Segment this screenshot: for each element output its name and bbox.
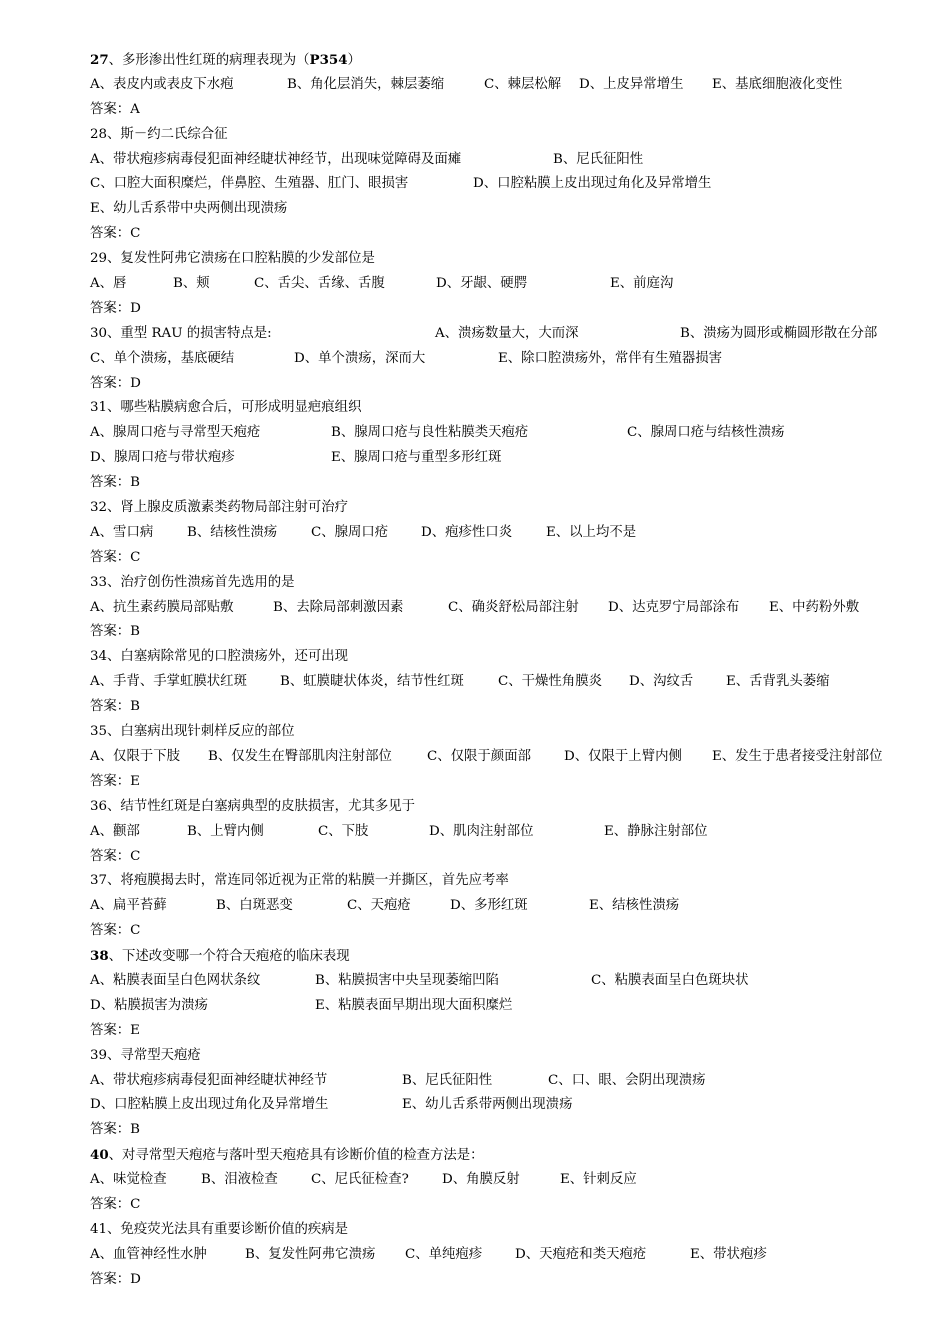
- option-c: C、腺周口疮: [311, 524, 389, 540]
- options-row: [90, 1093, 920, 1118]
- options-row: [90, 347, 920, 372]
- question-number: 31: [90, 400, 108, 416]
- options-row: [90, 446, 920, 471]
- option-e: E、针刺反应: [560, 1172, 637, 1188]
- question-stem: [90, 496, 920, 521]
- option-a: A、带状疱疹病毒侵犯面神经睫状神经节，出现味觉障碍及面瘫: [90, 151, 462, 167]
- question-number: 41: [90, 1221, 108, 1237]
- option-d: D、单个溃疡，深而大: [294, 350, 426, 366]
- option-b: B、去除局部刺激因素: [273, 599, 404, 615]
- options-row: [90, 73, 920, 98]
- answer: 答案：D: [90, 375, 141, 391]
- option-b: B、粘膜损害中央呈现萎缩凹陷: [315, 972, 499, 988]
- answer: 答案：B: [90, 1122, 141, 1138]
- options-row: [90, 148, 920, 173]
- question-stem: [90, 795, 920, 820]
- option-c: C、舌尖、舌缘、舌腹: [254, 276, 385, 292]
- option-b: B、尼氏征阳性: [553, 151, 644, 167]
- answer: 答案：E: [90, 1022, 140, 1038]
- option-a: A、溃疡数量大，大而深: [435, 325, 579, 341]
- question-text: 、白塞病出现针刺样反应的部位: [107, 724, 295, 740]
- option-b: B、尼氏征阳性: [402, 1072, 493, 1088]
- question-text: 、重型 RAU 的损害特点是:: [107, 325, 272, 341]
- option-c: C、单纯疱疹: [405, 1246, 483, 1262]
- option-b: B、角化层消失，棘层萎缩: [287, 76, 445, 92]
- option-a: A、仅限于下肢: [90, 748, 181, 764]
- option-b: B、颊: [173, 276, 210, 292]
- option-e: E、静脉注射部位: [604, 823, 708, 839]
- answer: 答案：A: [90, 101, 140, 117]
- option-b: B、上臂内侧: [187, 823, 264, 839]
- question-text: 、复发性阿弗它溃疡在口腔粘膜的少发部位是: [107, 251, 375, 267]
- option-e: E、幼儿舌系带两侧出现溃疡: [402, 1097, 573, 1113]
- question-text: 、免疫荧光法具有重要诊断价值的疾病是: [107, 1221, 349, 1237]
- options-row: [90, 820, 920, 845]
- option-d: D、疱疹性口炎: [421, 524, 513, 540]
- options-row: [90, 969, 920, 994]
- option-d: D、牙龈、硬腭: [436, 276, 528, 292]
- option-d: D、上皮异常增生: [579, 76, 684, 92]
- question-number: 37: [90, 873, 108, 889]
- question-stem: [90, 247, 920, 272]
- question-stem-text: [90, 322, 272, 347]
- option-c: C、腺周口疮与结核性溃疡: [627, 425, 785, 441]
- option-a: A、扁平苔藓: [90, 898, 167, 914]
- option-c: C、干燥性角膜炎: [498, 674, 602, 690]
- options-row: [90, 521, 920, 546]
- question-stem: [90, 869, 920, 894]
- option-d: D、口腔粘膜上皮出现过角化及异常增生: [473, 176, 712, 192]
- option-c: C、口腔大面积糜烂，伴鼻腔、生殖器、肛门、眼损害: [90, 176, 409, 192]
- answer: 答案：B: [90, 624, 141, 640]
- options-row: [90, 670, 920, 695]
- question-stem: [90, 645, 920, 670]
- option-a: A、粘膜表面呈白色网状条纹: [90, 972, 261, 988]
- option-e: E、前庭沟: [610, 276, 674, 292]
- question-number: 27: [90, 52, 109, 68]
- question-text: 、斯－约二氏综合征: [107, 126, 228, 142]
- answer: 答案：B: [90, 699, 141, 715]
- option-c: C、单个溃疡，基底硬结: [90, 350, 235, 366]
- options-row: [90, 272, 920, 297]
- answer: 答案：C: [90, 923, 141, 939]
- question-stem: [90, 720, 920, 745]
- question-number: 40: [90, 1147, 109, 1164]
- question-text: 、寻常型天疱疮: [107, 1047, 201, 1063]
- answer: 答案：B: [90, 475, 141, 491]
- question-text: 、下述改变哪一个符合天疱疮的临床表现: [108, 949, 350, 965]
- answer: 答案：D: [90, 1271, 141, 1287]
- options-row: [90, 745, 920, 770]
- question-text: 、将疱膜揭去时，常连同邻近视为正常的粘膜一并撕区，首先应考率: [107, 873, 509, 889]
- answer: 答案：C: [90, 1196, 141, 1212]
- question-stem: [90, 1044, 920, 1069]
- option-a: A、手背、手掌虹膜状红斑: [90, 674, 247, 690]
- answer: 答案：C: [90, 848, 141, 864]
- question-stem: [90, 571, 920, 596]
- question-text: 、结节性红斑是白塞病典型的皮肤损害，尤其多见于: [107, 798, 416, 814]
- option-a: A、带状疱疹病毒侵犯面神经睫状神经节: [90, 1072, 328, 1088]
- option-b: B、溃疡为圆形或椭圆形散在分部: [680, 325, 878, 341]
- option-a: A、血管神经性水肿: [90, 1246, 207, 1262]
- question-text: 、白塞病除常见的口腔溃疡外，还可出现: [107, 649, 349, 665]
- option-b: B、白斑恶变: [216, 898, 293, 914]
- answer: 答案：E: [90, 773, 140, 789]
- question-number: 29: [90, 251, 108, 267]
- question-text-end: ）: [347, 53, 361, 68]
- question-number: 28: [90, 126, 108, 142]
- options-row: [90, 596, 920, 621]
- question-stem: [90, 944, 920, 969]
- option-d: D、口腔粘膜上皮出现过角化及异常增生: [90, 1097, 329, 1113]
- question-number: 30: [90, 325, 108, 341]
- option-a: A、味觉检查: [90, 1172, 167, 1188]
- option-d: D、达克罗宁局部涂布: [608, 599, 740, 615]
- option-a: A、颧部: [90, 823, 140, 839]
- question-stem: [90, 322, 920, 347]
- option-c: C、棘层松解: [484, 76, 562, 92]
- document-page: [90, 48, 920, 1293]
- option-d: D、角膜反射: [442, 1172, 520, 1188]
- question-text: 、治疗创伤性溃疡首先选用的是: [107, 574, 295, 590]
- option-e: E、粘膜表面早期出现大面积糜烂: [315, 997, 513, 1013]
- question-stem: [90, 1218, 920, 1243]
- option-e: E、以上均不是: [546, 524, 637, 540]
- question-number: 35: [90, 724, 108, 740]
- options-row: [90, 994, 920, 1019]
- option-d: D、粘膜损害为溃疡: [90, 997, 208, 1013]
- option-d: D、仅限于上臂内侧: [564, 748, 682, 764]
- option-a: A、表皮内或表皮下水疱: [90, 76, 234, 92]
- question-number: 39: [90, 1047, 108, 1063]
- question-stem: [90, 123, 920, 148]
- options-row: [90, 1069, 920, 1094]
- option-e: E、发生于患者接受注射部位: [712, 748, 883, 764]
- option-e: E、结核性溃疡: [589, 898, 680, 914]
- question-text: 、多形渗出性红斑的病理表现为（: [108, 53, 310, 68]
- option-e: E、基底细胞液化变性: [712, 76, 843, 92]
- option-c: C、天疱疮: [347, 898, 411, 914]
- option-e: E、带状疱疹: [690, 1246, 767, 1262]
- option-e: E、除口腔溃疡外，常伴有生殖器损害: [498, 350, 723, 366]
- question-text: 、对寻常型天疱疮与落叶型天疱疮具有诊断价值的检查方法是：: [108, 1148, 484, 1164]
- option-d: D、肌肉注射部位: [429, 823, 534, 839]
- answer: 答案：C: [90, 549, 141, 565]
- option-e: E、中药粉外敷: [769, 599, 860, 615]
- answer: 答案：C: [90, 226, 141, 242]
- option-a: A、唇: [90, 276, 127, 292]
- option-c: C、粘膜表面呈白色斑块状: [591, 972, 749, 988]
- option-c: C、口、眼、会阴出现溃疡: [548, 1072, 706, 1088]
- option-a: A、腺周口疮与寻常型天疱疮: [90, 425, 261, 441]
- question-number: 32: [90, 500, 108, 516]
- options-row: [90, 197, 920, 222]
- option-b: B、结核性溃疡: [187, 524, 278, 540]
- option-c: C、下肢: [318, 823, 369, 839]
- option-e: E、舌背乳头萎缩: [726, 674, 830, 690]
- option-a: A、雪口病: [90, 524, 154, 540]
- option-d: D、沟纹舌: [629, 674, 694, 690]
- options-row: [90, 894, 920, 919]
- options-row: [90, 1168, 920, 1193]
- question-stem: [90, 396, 920, 421]
- option-b: B、虹膜睫状体炎，结节性红斑: [280, 674, 464, 690]
- option-b: B、腺周口疮与良性粘膜类天疱疮: [331, 425, 529, 441]
- option-e: E、幼儿舌系带中央两侧出现溃疡: [90, 201, 288, 217]
- question-number: 33: [90, 574, 108, 590]
- question-number: 36: [90, 798, 108, 814]
- options-row: [90, 421, 920, 446]
- option-c: C、尼氏征检查?: [311, 1172, 409, 1188]
- option-c: C、确炎舒松局部注射: [448, 599, 579, 615]
- option-c: C、仅限于颜面部: [427, 748, 531, 764]
- answer: 答案：D: [90, 300, 141, 316]
- option-d: D、多形红斑: [450, 898, 528, 914]
- option-a: A、抗生素药膜局部贴敷: [90, 599, 234, 615]
- question-stem: [90, 1143, 920, 1168]
- options-row: [90, 1243, 920, 1268]
- question-text: 、哪些粘膜病愈合后，可形成明显疤痕组织: [107, 400, 362, 416]
- option-b: B、仅发生在臀部肌肉注射部位: [208, 748, 392, 764]
- page-reference: P354: [309, 52, 348, 68]
- question-number: 34: [90, 649, 108, 665]
- option-d: D、天疱疮和类天疱疮: [515, 1246, 647, 1262]
- options-row: [90, 172, 920, 197]
- option-e: E、腺周口疮与重型多形红斑: [331, 450, 502, 466]
- option-b: B、复发性阿弗它溃疡: [245, 1246, 376, 1262]
- option-b: B、泪液检查: [201, 1172, 278, 1188]
- option-d: D、腺周口疮与带状疱疹: [90, 450, 235, 466]
- question-number: 38: [90, 948, 109, 965]
- question-text: 、肾上腺皮质激素类药物局部注射可治疗: [107, 500, 349, 516]
- question-stem: [90, 48, 920, 73]
